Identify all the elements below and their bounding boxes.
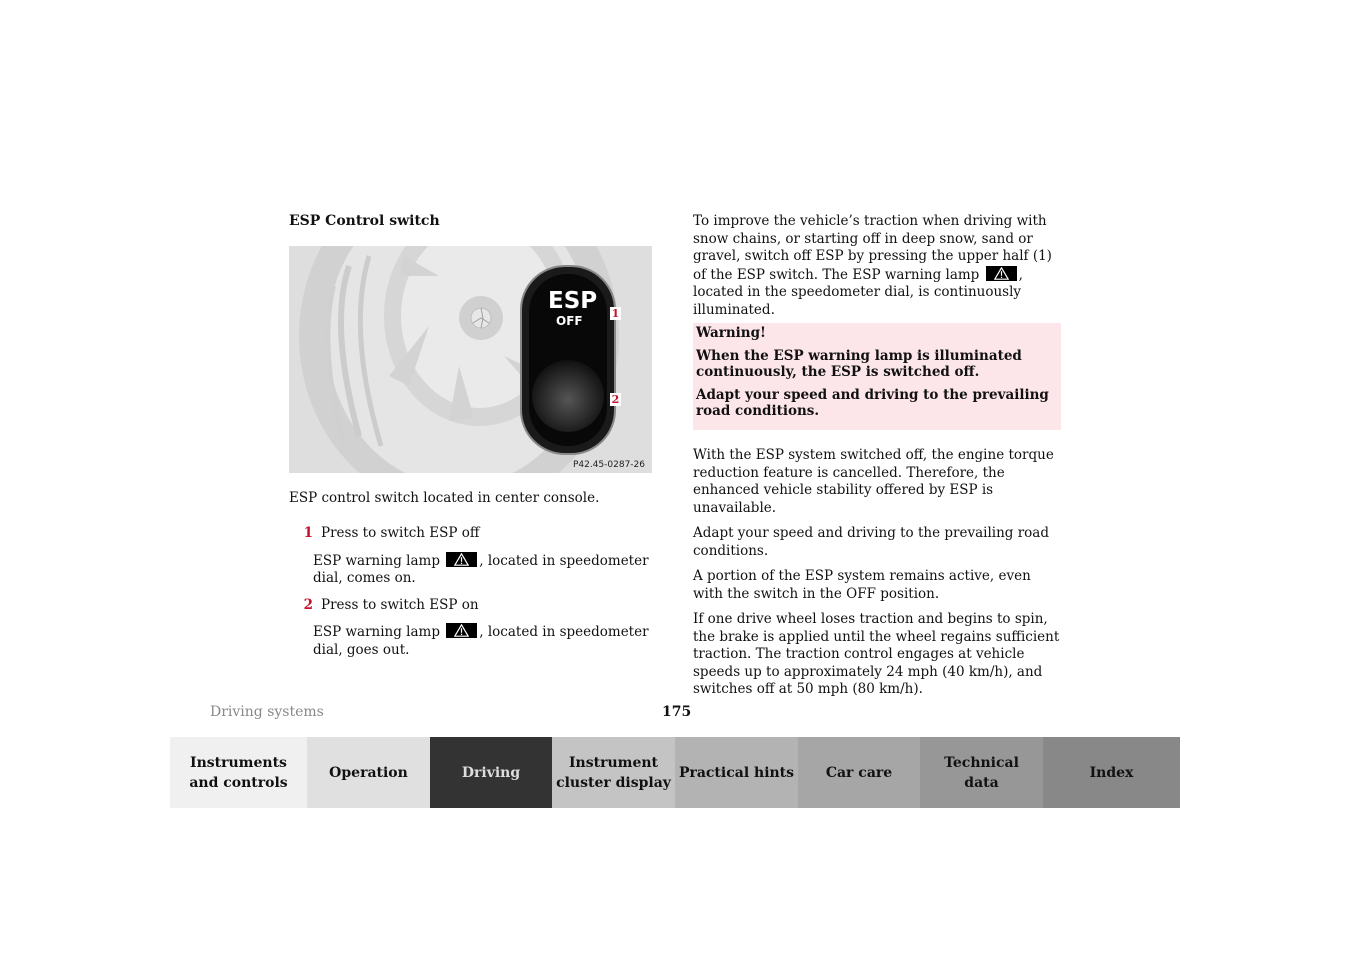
footer-section-title: Driving systems bbox=[210, 704, 324, 720]
callout-2: 2 bbox=[611, 393, 620, 406]
page-number: 175 bbox=[662, 704, 692, 720]
step-detail bbox=[313, 623, 649, 659]
nav-tab-car-care[interactable]: Car care bbox=[798, 737, 920, 808]
intro-text: , located in the speedometer dial, is continuously illuminated. bbox=[693, 266, 1023, 318]
paragraph: Adapt your speed and driving to the prevailing road conditions. bbox=[693, 525, 1049, 559]
figure-caption: ESP control switch located in center console. bbox=[289, 490, 600, 506]
warning-lamp-icon bbox=[446, 623, 477, 638]
step-number: 2 bbox=[303, 596, 313, 613]
step-detail-text: ESP warning lamp bbox=[313, 552, 445, 569]
paragraph: A portion of the ESP system remains active, even with the switch in the OFF position. bbox=[693, 568, 1031, 602]
warning-lamp-icon bbox=[986, 266, 1017, 281]
intro-text: To improve the vehicle’s traction when driving with snow chains, or starting off in deep snow, sand or gravel, switch off ESP by pressing the upper half (1) of the ESP switch. The ESP warning lamp bbox=[693, 213, 1052, 283]
esp-switch-illustration bbox=[289, 246, 652, 473]
nav-tab-driving[interactable]: Driving bbox=[430, 737, 552, 808]
nav-tab-practical-hints[interactable]: Practical hints bbox=[675, 737, 798, 808]
nav-tab-instruments-and-controls[interactable]: Instruments and controls bbox=[170, 737, 307, 808]
body-text bbox=[693, 447, 1061, 707]
step-detail-text: ESP warning lamp bbox=[313, 624, 445, 640]
step-text: Press to switch ESP on bbox=[321, 596, 479, 613]
paragraph: If one drive wheel loses traction and begins to spin, the brake is applied until the wheel regains sufficient traction. The traction control engages at vehicle speeds up to approximately 24 mph (40 km/h), and switches off at 50 mph (80 km/h). bbox=[693, 611, 1060, 697]
switch-label-esp: ESP bbox=[548, 288, 598, 314]
paragraph: With the ESP system switched off, the engine torque reduction feature is cancelled. Therefore, the enhanced vehicle stability offered by ESP is unavailable. bbox=[693, 447, 1054, 516]
nav-tab-technical-data[interactable]: Technical data bbox=[920, 737, 1043, 808]
warning-lamp-icon bbox=[446, 552, 477, 567]
warning-box bbox=[693, 323, 1061, 430]
section-heading: ESP Control switch bbox=[289, 213, 440, 229]
step-detail-text: , located in speedometer dial, goes out. bbox=[313, 624, 649, 658]
warning-title: Warning! bbox=[696, 325, 766, 341]
esp-switch-figure bbox=[289, 246, 652, 473]
step-item bbox=[289, 525, 649, 543]
nav-tab-operation[interactable]: Operation bbox=[307, 737, 430, 808]
step-text: Press to switch ESP off bbox=[321, 525, 480, 541]
nav-tab-index[interactable]: Index bbox=[1043, 737, 1180, 808]
step-number: 1 bbox=[303, 525, 313, 541]
nav-tab-instrument-cluster-display[interactable]: Instrument cluster display bbox=[552, 737, 675, 808]
figure-code: P42.45-0287-26 bbox=[572, 460, 645, 470]
warning-line: When the ESP warning lamp is illuminated continuously, the ESP is switched off. bbox=[696, 348, 1022, 380]
step-item bbox=[289, 597, 649, 615]
step-detail-text: , located in speedometer dial, comes on. bbox=[313, 552, 649, 586]
step-detail bbox=[313, 552, 649, 588]
switch-label-off: OFF bbox=[556, 314, 583, 328]
callout-1: 1 bbox=[611, 307, 620, 320]
step-list bbox=[289, 525, 649, 668]
chapter-nav bbox=[170, 737, 1180, 808]
intro-paragraph bbox=[693, 213, 1061, 319]
warning-line: Adapt your speed and driving to the prevailing road conditions. bbox=[696, 387, 1049, 419]
